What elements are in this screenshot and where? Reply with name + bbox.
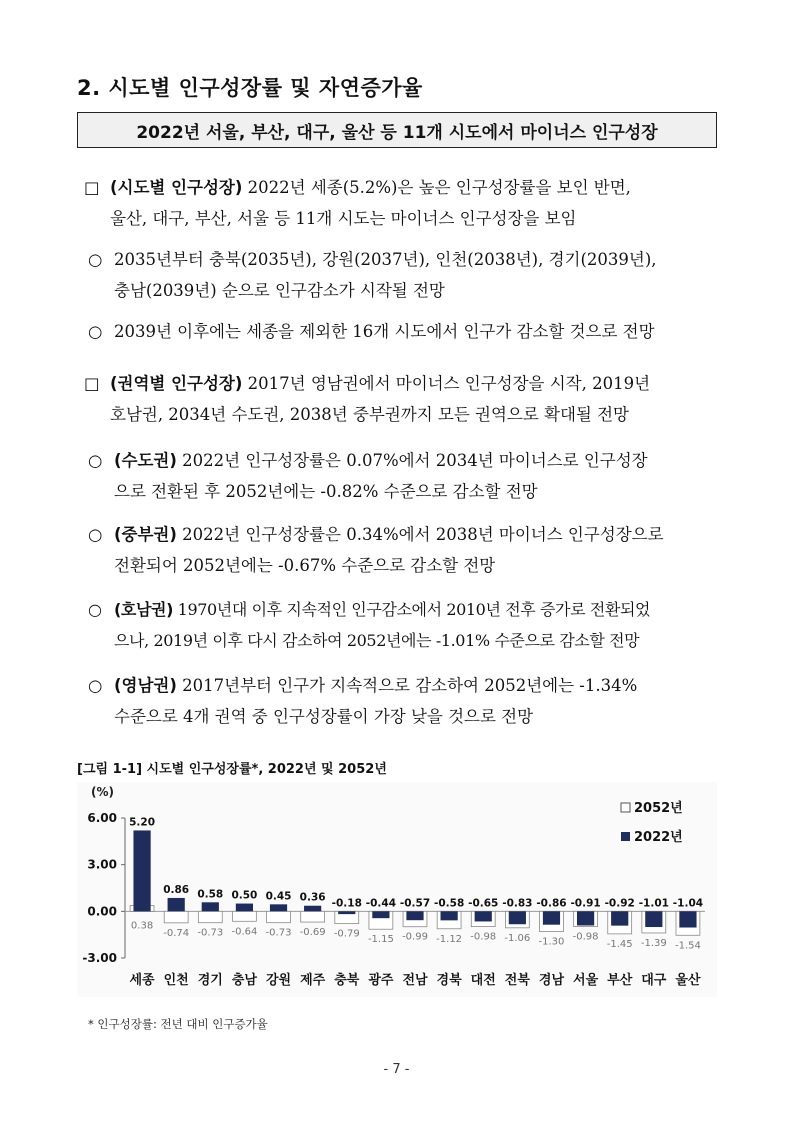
category-label: 경기 <box>197 973 223 988</box>
data-label-2052: -0.69 <box>299 927 326 939</box>
bar-2022 <box>611 911 628 925</box>
bar-2022 <box>679 911 696 927</box>
category-label: 강원 <box>265 973 292 988</box>
bar-2022 <box>577 911 594 925</box>
data-label-2022: -0.65 <box>468 897 499 910</box>
bullet-item <box>88 670 728 732</box>
bullet-line: 전환되어 2052년에는 -0.67% 수준으로 감소할 전망 <box>114 556 496 575</box>
data-label-2022: 0.86 <box>163 883 190 896</box>
paragraph-label: (권역별 인구성장) <box>110 374 243 393</box>
bar-2022 <box>372 911 389 918</box>
y-tick-label: 3.00 <box>87 857 117 872</box>
circle-marker: ○ <box>88 250 103 269</box>
figure-caption: [그림 1-1] 시도별 인구성장률*, 2022년 및 2052년 <box>77 762 387 777</box>
bar-2022 <box>304 906 321 912</box>
paragraph-label: (시도별 인구성장) <box>110 178 243 197</box>
legend-label-2022: 2022년 <box>634 830 683 845</box>
data-label-2022: 0.36 <box>299 891 326 904</box>
y-axis-unit-label: (%) <box>91 785 114 799</box>
category-label: 충남 <box>231 973 257 988</box>
bullet-line: 2035년부터 충북(2035년), 강원(2037년), 인천(2038년), 경기(2039년), <box>114 250 657 269</box>
bullet-label: (영남권) <box>114 676 177 695</box>
bar-2022 <box>270 904 287 911</box>
data-label-2022: -0.86 <box>536 897 567 910</box>
headline-box <box>77 112 717 148</box>
legend-swatch-2052 <box>621 803 630 812</box>
category-label: 제주 <box>300 973 326 988</box>
category-label: 충북 <box>334 973 360 988</box>
circle-marker: ○ <box>88 676 103 695</box>
data-label-2022: -0.44 <box>365 897 397 910</box>
bullet-item <box>88 316 728 347</box>
data-label-2052: 0.38 <box>130 920 154 932</box>
data-label-2022: 0.45 <box>265 890 292 903</box>
category-label: 대구 <box>641 973 667 988</box>
data-label-2022: -0.91 <box>570 897 601 910</box>
bar-2022 <box>168 898 185 911</box>
bar-2022 <box>645 911 662 927</box>
data-label-2052: -0.73 <box>197 927 224 939</box>
bullet-line: 충남(2039년) 순으로 인구감소가 시작될 전망 <box>114 281 445 300</box>
data-label-2022: -0.58 <box>433 897 465 910</box>
data-label-2022: -0.83 <box>502 897 533 910</box>
data-label-2052: -0.64 <box>231 926 258 938</box>
box-marker: □ <box>84 374 100 393</box>
paragraph-region <box>84 368 724 430</box>
bullet-item <box>88 445 728 507</box>
paragraph-line: 울산, 대구, 부산, 서울 등 11개 시도는 마이너스 인구성장을 보임 <box>110 209 577 228</box>
paragraph-line: 2022년 세종(5.2%)은 높은 인구성장률을 보인 반면, <box>242 178 631 197</box>
footnote: * 인구성장률: 전년 대비 인구증가율 <box>88 1017 268 1031</box>
bullet-item <box>88 594 728 656</box>
circle-marker: ○ <box>88 322 103 341</box>
paragraph-sido <box>84 172 724 234</box>
category-label: 인천 <box>163 973 189 988</box>
box-marker: □ <box>84 178 100 197</box>
bar-2022 <box>475 911 492 921</box>
bullet-line: 으로 전환된 후 2052년에는 -0.82% 수준으로 감소할 전망 <box>114 482 538 501</box>
category-label: 울산 <box>675 973 701 988</box>
data-label-2022: -1.01 <box>638 897 669 910</box>
category-label: 서울 <box>573 973 599 988</box>
bar-2022 <box>236 904 253 912</box>
bar-2052 <box>164 911 188 923</box>
data-label-2052: -0.98 <box>470 931 497 943</box>
data-label-2052: -0.99 <box>402 931 428 943</box>
data-label-2052: -1.45 <box>606 938 633 950</box>
legend-label-2052: 2052년 <box>634 801 683 816</box>
data-label-2022: 5.20 <box>129 816 156 829</box>
y-tick-label: 6.00 <box>87 811 117 825</box>
bullet-item <box>88 244 728 306</box>
bullet-line: 수준으로 4개 권역 중 인구성장률이 가장 낮을 것으로 전망 <box>114 707 534 726</box>
bullet-line: 1970년대 이후 지속적인 인구감소에서 2010년 전후 증가로 전환되었 <box>173 600 651 619</box>
bar-2022 <box>441 911 458 920</box>
circle-marker: ○ <box>88 451 103 470</box>
bar-2022 <box>509 911 526 924</box>
bar-2022 <box>338 911 355 914</box>
bullet-line: 2022년 인구성장률은 0.07%에서 2034년 마이너스로 인구성장 <box>176 451 648 470</box>
data-label-2052: -1.15 <box>367 934 394 946</box>
bar-2022 <box>406 911 423 920</box>
bar-2052 <box>232 911 256 921</box>
bar-chart <box>77 782 717 997</box>
category-label: 세종 <box>129 973 155 988</box>
headline-text: 2022년 서울, 부산, 대구, 울산 등 11개 시도에서 마이너스 인구성장 <box>136 122 658 143</box>
data-label-2022: 0.50 <box>231 889 258 902</box>
data-label-2052: -0.79 <box>333 928 360 940</box>
category-label: 경남 <box>538 973 565 988</box>
bar-2022 <box>543 911 560 924</box>
bullet-item <box>88 519 728 581</box>
data-label-2022: -0.18 <box>331 897 362 910</box>
bullet-line: 2039년 이후에는 세종을 제외한 16개 시도에서 인구가 감소할 것으로 전망 <box>114 322 655 341</box>
paragraph-line: 호남권, 2034년 수도권, 2038년 중부권까지 모든 권역으로 확대될 전망 <box>110 405 629 424</box>
data-label-2022: -0.57 <box>399 897 431 910</box>
data-label-2052: -1.12 <box>436 933 463 945</box>
data-label-2052: -1.39 <box>640 937 667 949</box>
bullet-line: 으나, 2019년 이후 다시 감소하여 2052년에는 -1.01% 수준으로 감소할 전망 <box>114 631 640 650</box>
page-number: - 7 - <box>383 1062 410 1077</box>
data-label-2022: -1.04 <box>672 897 704 910</box>
category-label: 광주 <box>368 973 394 988</box>
data-label-2022: -0.92 <box>604 897 635 910</box>
paragraph-line: 2017년 영남권에서 마이너스 인구성장을 시작, 2019년 <box>242 374 651 393</box>
bar-2052 <box>267 911 291 922</box>
category-label: 전남 <box>402 973 428 988</box>
bar-2022 <box>133 830 150 911</box>
section-title: 2. 시도별 인구성장률 및 자연증가율 <box>77 76 423 100</box>
bullet-line: 2022년 인구성장률은 0.34%에서 2038년 마이너스 인구성장으로 <box>176 525 664 544</box>
category-label: 부산 <box>607 973 633 988</box>
bullet-line: 2017년부터 인구가 지속적으로 감소하여 2052년에는 -1.34% <box>176 676 638 695</box>
data-label-2052: -1.30 <box>538 936 565 948</box>
category-label: 경북 <box>436 973 462 988</box>
y-tick-label: -3.00 <box>82 951 117 965</box>
data-label-2052: -0.74 <box>163 927 190 939</box>
bullet-label: (중부권) <box>114 525 177 544</box>
y-tick-label: 0.00 <box>87 904 117 919</box>
data-label-2052: -0.98 <box>572 931 599 943</box>
data-label-2052: -1.54 <box>675 940 701 952</box>
bar-2022 <box>202 902 219 911</box>
bar-2052 <box>301 911 325 922</box>
category-label: 대전 <box>470 973 496 988</box>
chart-container <box>77 782 717 997</box>
data-label-2052: -0.73 <box>265 927 292 939</box>
circle-marker: ○ <box>88 525 103 544</box>
circle-marker: ○ <box>88 600 102 619</box>
bullet-label: (호남권) <box>114 600 173 619</box>
category-label: 전북 <box>504 973 530 988</box>
bullet-label: (수도권) <box>114 451 177 470</box>
data-label-2022: 0.58 <box>197 888 224 901</box>
legend-swatch-2022 <box>621 832 630 841</box>
data-label-2052: -1.06 <box>504 932 531 944</box>
bar-2052 <box>198 911 222 922</box>
